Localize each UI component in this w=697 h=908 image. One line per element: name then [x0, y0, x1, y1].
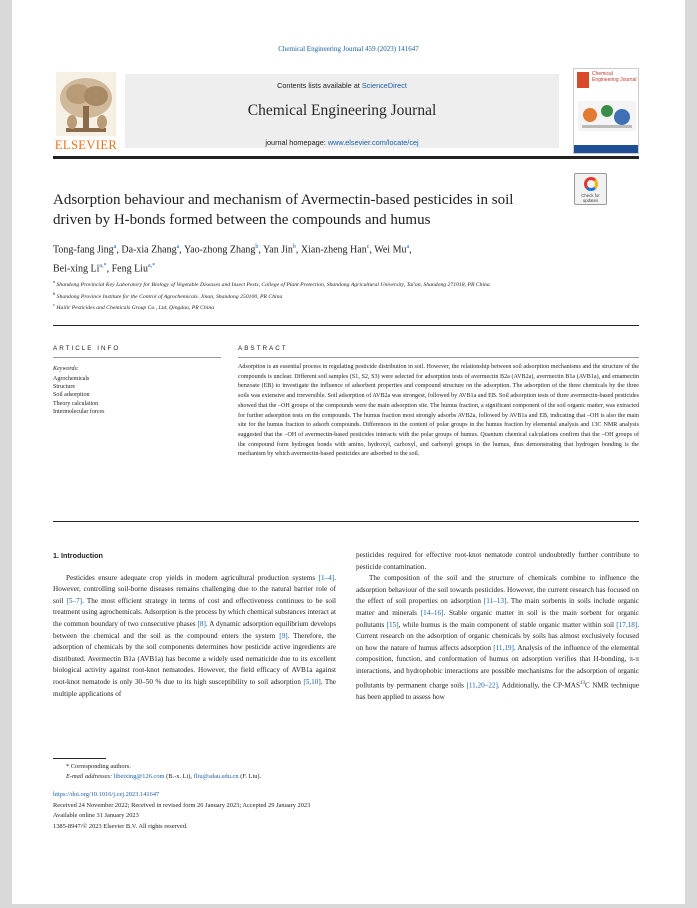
article-page — [12, 0, 685, 904]
affiliation-item — [53, 278, 613, 290]
citation-link[interactable]: [11,19] — [493, 643, 514, 652]
body-column-right — [356, 550, 639, 703]
received-dates: Received 24 November 2022; Received in revised form 26 January 2023; Accepted 29 January 2023 — [53, 801, 311, 809]
affiliation-text: Hailir Pesticides and Chemicals Group Co., Ltd, Qingdao, PR China — [56, 305, 215, 312]
email-line — [53, 772, 639, 782]
journal-cover-thumbnail[interactable] — [573, 68, 639, 154]
article-title: Adsorption behaviour and mechanism of Avermectin-based pesticides in soil driven by H-bonds formed between the compounds and humus — [53, 192, 514, 228]
article-info-heading: ARTICLE INFO — [53, 345, 121, 352]
citation-link[interactable]: [17,18] — [616, 620, 638, 629]
contents-prefix: Contents lists available at — [277, 81, 360, 90]
available-online: Available online 31 January 2023 — [53, 812, 139, 819]
journal-citation-link[interactable]: Chemical Engineering Journal 459 (2023) 141647 — [278, 45, 419, 53]
keyword-item: Intermolecular forces — [53, 409, 105, 415]
author-affiliation-marker[interactable]: a,* — [99, 263, 107, 270]
corresponding-note: * Corresponding authors. — [66, 763, 131, 770]
author-name[interactable]: Yan Jin — [263, 244, 293, 256]
abstract-rule — [238, 357, 639, 358]
email-link[interactable]: libeixing@126.com — [113, 772, 165, 780]
elsevier-wordmark: ELSEVIER — [54, 138, 118, 152]
elsevier-logo[interactable] — [53, 68, 119, 154]
keyword-item: Soil adsorption — [53, 392, 90, 398]
journal-title-band — [125, 74, 559, 148]
email-owner: (B.-x. Li), — [166, 772, 193, 780]
check-updates-icon — [584, 177, 598, 191]
citation-link[interactable]: [9] — [279, 631, 288, 640]
abstract-bottom-rule — [53, 521, 639, 522]
cover-graphic-icon — [578, 101, 636, 131]
cover-header — [574, 69, 638, 99]
check-updates-label: Check for updates — [581, 193, 600, 203]
body-column-left — [53, 550, 336, 700]
citation-link[interactable]: [14–16] — [420, 608, 444, 617]
author-name[interactable]: Tong-fang Jing — [53, 244, 114, 256]
author-affiliation-marker[interactable]: a — [406, 244, 410, 250]
abstract-text: Adsorption is an essential process in regulating pesticide distribution in soil. However, the relationship between soil adsorption mechanisms and the structure of the compounds is unclear. Different soil samples (S1, S2, S3) were selected for adsorption tests of avermectin B2a (AVB2a), avermectin B1a (AVB1a), and emamectin benzoate (EB) to investigate the influence of adsorbent properties and compound structure on the adsorption. The adsorption of the three chemicals by the three soils was extensive and irreversible. Soil adsorption of AVB2a was strongest, followed by AVB1a and EB. Soil adsorption tests of three avermectin-based pesticides showed that the –OH groups of the compounds were the main adsorption site. The humus fraction, a significant component of the soil organic matter, was extracted for further adsorption tests on the compounds. The humus fraction most strongly adsorbs AVB2a, followed by AVB1a and EB, indicating that –OH is also the main site for the humus fraction to adsorb compounds. Differences in the content of polar groups in the humus fraction by elemental analysis and 13C NMR analysis suggested that the –OH of avermectin-based pesticides interacts with the polar groups of humus. Quantum chemical calculations confirm that the –OH groups of the compound form hydrogen bonds with amino, hydroxyl, carboxyl, and carbonyl groups in the humus, thus demonstrating that hydrogen bonding is the mechanism by which avermectin-based pesticides are adsorbed to the soil. — [238, 364, 639, 458]
author-affiliation-marker[interactable]: b — [255, 244, 259, 250]
keywords-label: Keywords: — [53, 366, 79, 372]
author-affiliation-marker[interactable]: a — [176, 244, 180, 250]
citation-link[interactable]: [8] — [197, 619, 206, 628]
author-affiliation-marker[interactable]: a,* — [147, 263, 156, 270]
contents-line — [125, 81, 559, 90]
sciencedirect-link[interactable]: ScienceDirect — [361, 81, 407, 90]
footnotes — [53, 762, 639, 782]
author-affiliation-marker[interactable]: c — [366, 244, 370, 250]
journal-homepage-link[interactable]: www.elsevier.com/locate/cej — [327, 138, 419, 147]
email-owner: (F. Liu). — [240, 772, 262, 780]
masthead — [53, 68, 639, 154]
keyword-item: Structure — [53, 384, 75, 390]
author-name[interactable]: Feng Liu — [111, 263, 148, 275]
paragraph: Pesticides ensure adequate crop yields in modern agricultural production systems [1–4]. However, controlling soil-borne diseases remains challenging due to the natural barrier role of soil [5–7]. The most efficient strategy in terms of cost and effectiveness continues to be soil treatment using agrochemicals. Adsorption is the process by which chemical substances interact at the common boundary of two consecutive phases [8]. A dynamic adsorption equilibrium develops between the chemical and the soil as the compound enters the system [9]. Therefore, the adsorption of chemicals by the soil components determines how pesticide active ingredients are distributed. Avermectin B1a (AVB1a) has become a widely used nematicide due to its excellent biological activity against root-knot nematodes. However, the field efficacy of AVB1a against root-knot nematode is only 30–50 % due to its high susceptibility to soil adsorption [5,10]. The multiple applications of — [53, 573, 337, 698]
affiliation-marker: b — [53, 290, 56, 296]
author-affiliation-marker[interactable]: b — [292, 244, 296, 250]
journal-name: Chemical Engineering Journal — [247, 102, 437, 119]
affiliation-text: Shandong Provincial Key Laboratory for Biology of Vegetable Diseases and Insect Pests, College of Plant Protection, Shandong Agricultural University, Tai'an, Shandong 271018, PR China — [56, 281, 490, 288]
cover-title: Chemical Engineering Journal — [592, 71, 637, 83]
doi-link[interactable]: https://doi.org/10.1016/j.cej.2023.141647 — [53, 791, 160, 798]
author-name[interactable]: Wei Mu — [374, 244, 407, 256]
author-list: Tong-fang Jing$^a$, Da-xia Zhang$^a$, Yao-zhong Zhang$^b$, Yan Jin$^b$, Xian-zheng Han$^c$, Wei Mu$^a$, Bei-xing $Li^{a,*}$, Feng Liu$^{a,*}$ — [53, 244, 412, 275]
cover-footer-band — [574, 145, 638, 153]
keyword-item: Agrochemicals — [53, 376, 90, 382]
author-name[interactable]: Bei-xing Li — [53, 263, 100, 275]
check-for-updates-button[interactable] — [574, 173, 607, 205]
keyword-item: Theory calculation — [53, 401, 99, 407]
footnote-rule — [53, 758, 106, 759]
citation-link[interactable]: [5,10] — [303, 677, 321, 686]
citation-link[interactable]: [1–4] — [318, 573, 335, 582]
cover-logo-icon — [577, 72, 589, 88]
publication-info — [53, 790, 639, 832]
copyright: 1385-8947/© 2023 Elsevier B.V. All rights reserved. — [53, 822, 188, 830]
affiliation-marker: a — [53, 279, 55, 284]
homepage-prefix: journal homepage: — [265, 138, 326, 147]
affiliation-list — [53, 278, 613, 313]
affiliation-item — [53, 301, 613, 313]
author-name[interactable]: Xian-zheng Han — [300, 244, 367, 256]
paragraph: The composition of the soil and the structure of chemicals combine to influence the adsorption behaviour of the soil towards pesticides. However, the current research has focused on the effect of soil properties on adsorption [11–13]. The main sorbents in soils include organic matter and minerals [14–16]. Stable organic matter in soil is the main sorbent for organic pollutants [15], while humus is the main component of stable organic matter within soil [17,18]. Current research on the adsorption of organic chemicals by soils has almost exclusively focused on how the nature of humus affects adsorption [11,19]. Analysis of the influence of the elemental composition, function, and conformation of humus on adsorption verifies that H-bonding, π-π interactions, and hydrophobic interactions are possible mechanisms for the adsorption of organic pollutants by permanent charge soils [11,20–22]. Additionally, the CP-MAS$^{13}$C NMR technique has been applied to assess how — [356, 574, 640, 701]
author-affiliation-marker[interactable]: a — [113, 244, 117, 250]
author-name[interactable]: Da-xia Zhang — [121, 244, 177, 256]
masthead-rule — [53, 156, 639, 159]
header-bottom-rule — [53, 325, 639, 326]
paragraph: pesticides required for effective root-knot nematode control undoubtedly further contribute to pesticide contamination. — [356, 551, 639, 571]
affiliation-marker: c — [53, 302, 55, 308]
author-name[interactable]: Yao-zhong Zhang — [183, 244, 256, 256]
email-label: E-mail addresses: — [66, 772, 113, 780]
affiliation-text: Shandong Province Institute for the Control of Agrochemicals. Jinan, Shandong 250100, PR China — [56, 293, 283, 300]
abstract-heading: ABSTRACT — [238, 345, 288, 352]
citation-link[interactable]: [11,20–22] — [466, 680, 498, 689]
elsevier-tree-icon — [56, 72, 116, 136]
citation-link[interactable]: [15] — [386, 620, 399, 629]
homepage-line — [125, 138, 559, 147]
article-info-rule — [53, 357, 221, 358]
affiliation-item — [53, 290, 613, 302]
citation-link[interactable]: [11–13] — [483, 597, 507, 606]
section-heading-introduction: 1. Introduction — [53, 551, 103, 560]
citation-link[interactable]: [5–7] — [66, 596, 83, 605]
email-link[interactable]: fliu@sdau.edu.cn — [193, 772, 239, 780]
